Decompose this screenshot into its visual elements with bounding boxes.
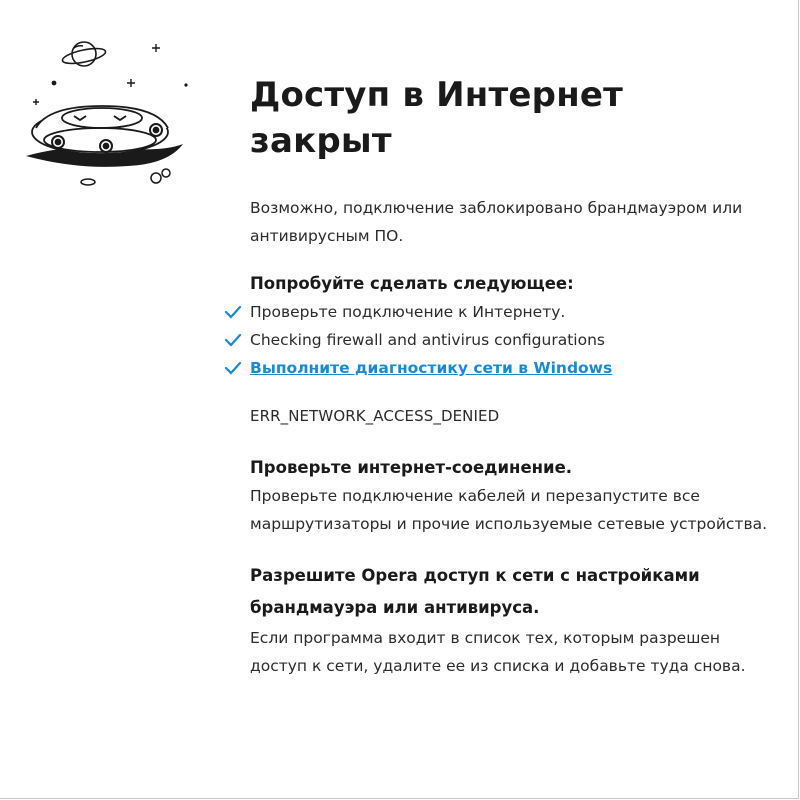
- check-icon: [224, 361, 242, 375]
- allow-access-text: Если программа входит в список тех, которым разрешен доступ к сети, удалите ее из списка и добавьте туда снова.: [250, 629, 746, 675]
- allow-access-section: [250, 560, 780, 680]
- check-icon: [224, 333, 242, 347]
- list-item: [224, 326, 784, 354]
- intro-text: Возможно, подключение заблокировано брандмауэром или антивирусным ПО.: [250, 199, 743, 245]
- allow-access-heading: Разрешите Opera доступ к сети с настройками брандмауэра или антивируса.: [250, 566, 700, 617]
- suggestion-list: [224, 298, 784, 382]
- windows-diagnostics-link[interactable]: Выполните диагностику сети в Windows: [250, 359, 613, 377]
- list-item: [224, 298, 784, 326]
- try-heading: Попробуйте сделать следующее:: [250, 274, 574, 293]
- suggestion-label: Checking firewall and antivirus configurations: [250, 331, 605, 349]
- suggestion-label: Проверьте подключение к Интернету.: [250, 303, 566, 321]
- check-connection-section: [250, 454, 780, 538]
- check-icon: [224, 305, 242, 319]
- check-connection-heading: Проверьте интернет-соединение.: [250, 458, 573, 477]
- page-title: Доступ в Интернет закрыт: [250, 75, 624, 161]
- ufo-planet-illustration: [18, 32, 188, 192]
- stars-icon: [33, 44, 188, 114]
- error-code: ERR_NETWORK_ACCESS_DENIED: [250, 407, 500, 425]
- list-item: [224, 354, 784, 382]
- bubbles-icon: [81, 169, 170, 185]
- planet-icon: [61, 42, 107, 66]
- check-connection-text: Проверьте подключение кабелей и перезапустите все маршрутизаторы и прочие используемые сетевые устройства.: [250, 487, 768, 533]
